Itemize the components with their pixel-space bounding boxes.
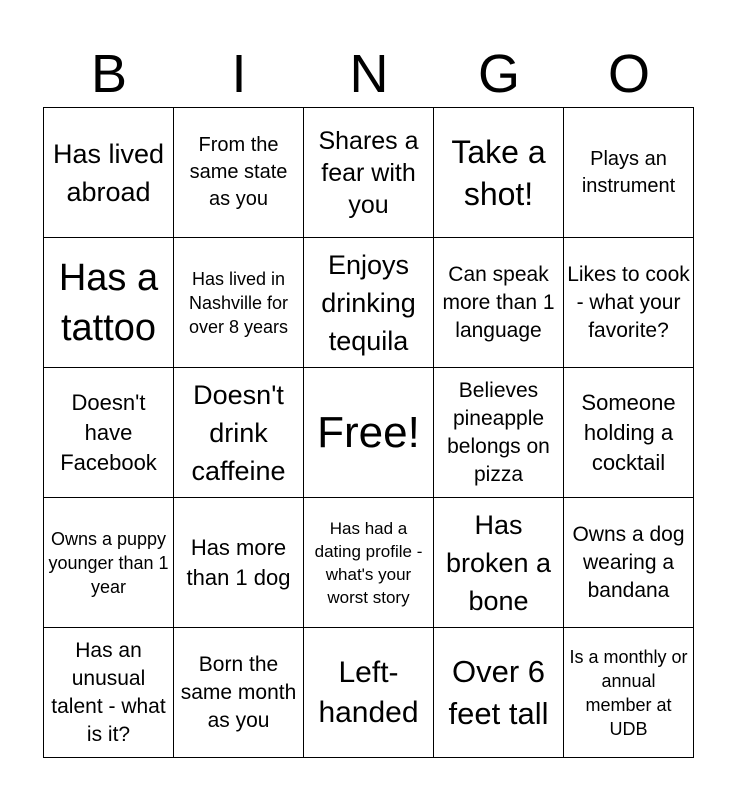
cell-text: Believes pineapple belongs on pizza [447, 378, 550, 486]
free-space-text: Free! [317, 407, 420, 457]
header-letter-b: B [90, 44, 128, 104]
cell-text: From the same state as you [189, 134, 288, 210]
cell-text: Take a shot! [451, 133, 546, 212]
bingo-cell[interactable] [174, 238, 304, 368]
bingo-cell[interactable] [174, 368, 304, 498]
bingo-cell[interactable] [564, 108, 694, 238]
bingo-cell[interactable] [304, 238, 434, 368]
cell-text: Is a monthly or annual member at UDB [569, 646, 688, 739]
cell-text: Owns a puppy younger than 1 year [48, 528, 169, 597]
bingo-cell[interactable] [434, 628, 564, 758]
bingo-cell[interactable] [434, 368, 564, 498]
bingo-cell[interactable] [564, 238, 694, 368]
bingo-header [44, 40, 694, 108]
header-letter-o: O [607, 44, 650, 104]
bingo-cell[interactable] [434, 498, 564, 628]
cell-text: Has a tattoo [58, 256, 159, 349]
cell-text: Shares a fear with you [318, 126, 419, 219]
bingo-board [43, 107, 694, 758]
cell-text: Has had a dating profile - what's your worst story [314, 518, 423, 607]
cell-text: Likes to cook - what your favorite? [567, 262, 690, 342]
board-row [44, 368, 694, 498]
cell-text: Has broken a bone [445, 509, 552, 616]
cell-text: Can speak more than 1 language [442, 262, 555, 342]
board-row [44, 238, 694, 368]
cell-text: Someone holding a cocktail [581, 389, 676, 475]
cell-text: Enjoys drinking tequila [321, 249, 416, 356]
board-row [44, 628, 694, 758]
bingo-cell[interactable] [564, 368, 694, 498]
bingo-cell[interactable] [174, 108, 304, 238]
cell-text: Left-handed [318, 655, 419, 729]
bingo-cell[interactable] [304, 498, 434, 628]
bingo-cell[interactable] [44, 628, 174, 758]
cell-text: Has lived abroad [52, 138, 165, 207]
cell-text: Over 6 feet tall [448, 653, 549, 731]
bingo-cell[interactable] [304, 628, 434, 758]
bingo-cell[interactable] [434, 108, 564, 238]
bingo-cell[interactable] [434, 238, 564, 368]
cell-text: Doesn't drink caffeine [191, 379, 286, 486]
free-space-cell[interactable] [304, 368, 434, 498]
bingo-cell[interactable] [174, 498, 304, 628]
bingo-cell[interactable] [174, 628, 304, 758]
header-letter-i: I [231, 44, 247, 104]
bingo-cell[interactable] [44, 108, 174, 238]
board-row [44, 108, 694, 238]
cell-text: Doesn't have Facebook [60, 389, 157, 475]
bingo-cell[interactable] [44, 238, 174, 368]
bingo-cell[interactable] [564, 628, 694, 758]
header-letter-g: G [477, 44, 520, 104]
cell-text: Has more than 1 dog [186, 534, 291, 590]
cell-text: Has an unusual talent - what is it? [51, 638, 166, 746]
bingo-cell[interactable] [44, 498, 174, 628]
bingo-cell[interactable] [564, 498, 694, 628]
board-row [44, 498, 694, 628]
bingo-cell[interactable] [44, 368, 174, 498]
cell-text: Born the same month as you [180, 652, 297, 732]
cell-text: Plays an instrument [581, 147, 676, 197]
bingo-cell[interactable] [304, 108, 434, 238]
header-letter-n: N [349, 44, 389, 104]
cell-text: Has lived in Nashville for over 8 years [188, 268, 289, 337]
cell-text: Owns a dog wearing a bandana [572, 522, 685, 602]
